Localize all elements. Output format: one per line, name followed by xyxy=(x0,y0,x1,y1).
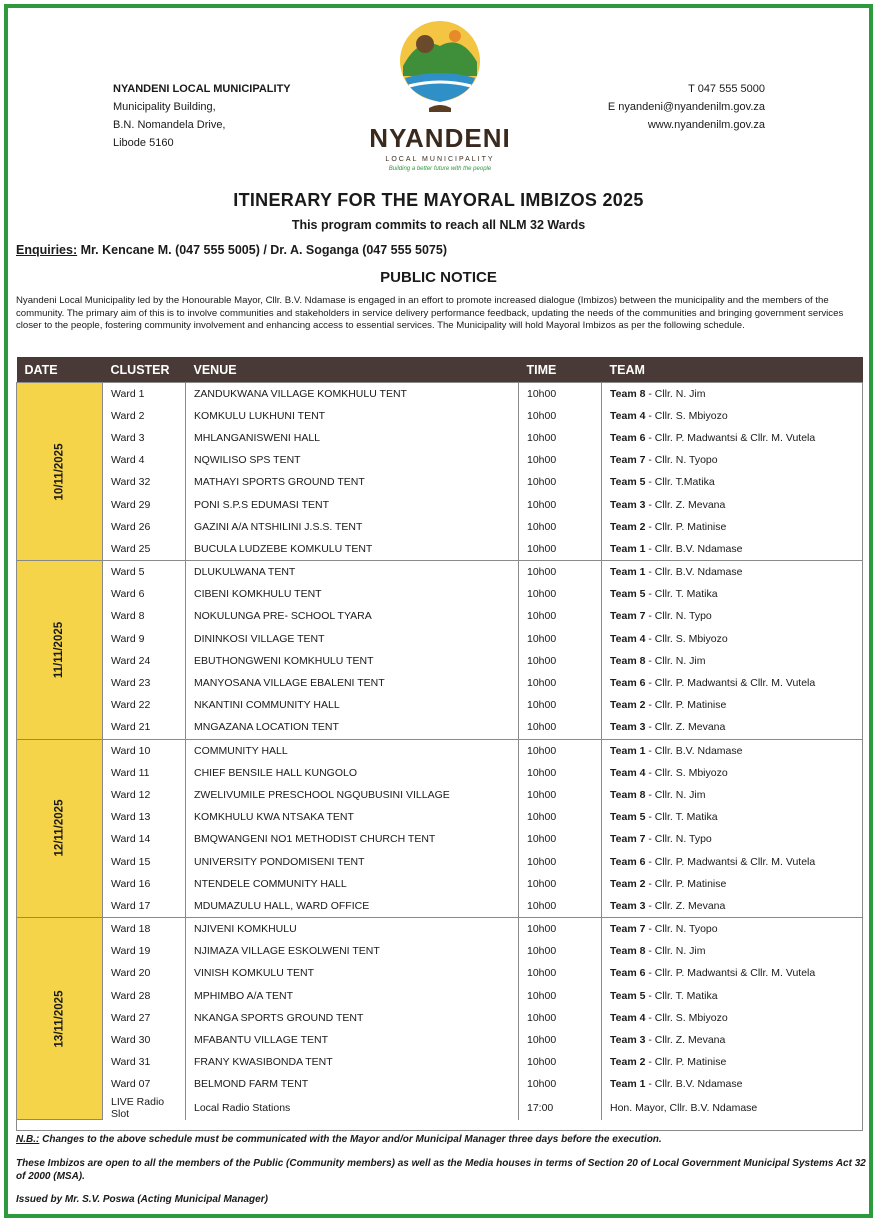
issued-by: Issued by Mr. S.V. Poswa (Acting Municipal Manager) xyxy=(16,1194,268,1205)
venue-cell: MANYOSANA VILLAGE EBALENI TENT xyxy=(186,672,519,694)
team-number: Team 6 xyxy=(610,967,646,980)
time-cell: 10h00 xyxy=(519,895,602,918)
cluster-cell: Ward 18 xyxy=(103,918,186,941)
team-number: Team 2 xyxy=(610,877,646,890)
councillor-name: - Cllr. B.V. Ndamase xyxy=(645,566,743,579)
time-cell: 10h00 xyxy=(519,427,602,449)
cluster-cell: Ward 21 xyxy=(111,721,151,734)
team-cell xyxy=(602,784,864,806)
cluster-cell: Ward 26 xyxy=(111,520,151,533)
col-time: TIME xyxy=(519,357,602,383)
venue-cell: NKANTINI COMMUNITY HALL xyxy=(186,694,519,716)
team-cell xyxy=(602,850,864,872)
date-cell xyxy=(17,383,103,561)
municipality-logo xyxy=(355,16,525,188)
team-cell xyxy=(602,672,864,694)
team-number: Team 5 xyxy=(610,811,646,824)
col-date: DATE xyxy=(17,357,103,383)
cluster-cell: Ward 31 xyxy=(111,1056,151,1069)
table-row xyxy=(17,1051,864,1073)
team-cell xyxy=(602,828,864,850)
table-row xyxy=(17,694,864,716)
cluster-cell: Ward 9 xyxy=(111,632,145,645)
councillor-name: - Cllr. N. Typo xyxy=(645,610,712,623)
venue-cell: BUCULA LUDZEBE KOMKULU TENT xyxy=(186,538,519,561)
phone: T 047 555 5000 xyxy=(688,83,765,95)
venue-cell: NQWILISO SPS TENT xyxy=(186,449,519,471)
table-row xyxy=(17,850,864,872)
logo-name: NYANDENI xyxy=(369,123,511,153)
team-number: Team 5 xyxy=(610,989,646,1002)
team-cell xyxy=(602,561,864,584)
table-row xyxy=(17,561,864,584)
team-number: Team 3 xyxy=(610,498,646,511)
councillor-name: - Cllr. P. Madwantsi & Cllr. M. Vutela xyxy=(645,677,816,690)
councillor-name: - Cllr. T. Matika xyxy=(645,989,718,1002)
councillor-name: - Cllr. S. Mbiyozo xyxy=(645,632,728,645)
team-number: Team 4 xyxy=(610,1011,646,1024)
councillor-name: - Cllr. S. Mbiyozo xyxy=(645,1011,728,1024)
time-cell: 10h00 xyxy=(519,739,602,762)
team-number: Team 7 xyxy=(610,833,646,846)
team-number: Team 4 xyxy=(610,409,646,422)
time-cell: 10h00 xyxy=(519,405,602,427)
time-cell: 10h00 xyxy=(519,583,602,605)
venue-cell: EBUTHONGWENI KOMKHULU TENT xyxy=(186,650,519,672)
venue-cell: NOKULUNGA PRE- SCHOOL TYARA xyxy=(186,605,519,627)
councillor-name: - Cllr. B.V. Ndamase xyxy=(645,744,743,757)
venue-cell: ZANDUKWANA VILLAGE KOMKHULU TENT xyxy=(186,383,519,405)
venue-cell: Local Radio Stations xyxy=(186,1096,519,1120)
venue-cell: MPHIMBO A/A TENT xyxy=(186,985,519,1007)
table-row xyxy=(17,716,864,739)
time-cell: 10h00 xyxy=(519,561,602,584)
time-cell: 10h00 xyxy=(519,828,602,850)
team-number: Team 1 xyxy=(610,566,646,579)
cluster-cell: Ward 20 xyxy=(111,967,151,980)
time-cell: 10h00 xyxy=(519,516,602,538)
cluster-cell: Ward 23 xyxy=(111,677,151,690)
team-number: Team 4 xyxy=(610,632,646,645)
team-cell xyxy=(602,583,864,605)
cluster-cell: Ward 15 xyxy=(111,855,151,868)
table-row xyxy=(17,1096,864,1120)
table-row xyxy=(17,449,864,471)
time-cell: 10h00 xyxy=(519,985,602,1007)
cluster-cell: Ward 13 xyxy=(111,811,151,824)
councillor-name: Hon. Mayor, Cllr. B.V. Ndamase xyxy=(610,1101,758,1114)
time-cell: 10h00 xyxy=(519,538,602,561)
councillor-name: - Cllr. N. Typo xyxy=(645,833,712,846)
website: www.nyandenilm.gov.za xyxy=(647,119,765,131)
public-note: These Imbizos are open to all the members of the Public (Community members) as well as the Media houses in terms of Section 20 of Local Government Municipal Systems Act 32 of 2000 (MSA). xyxy=(16,1158,866,1182)
col-venue: VENUE xyxy=(186,357,519,383)
team-number: Team 8 xyxy=(610,654,646,667)
cluster-cell: Ward 12 xyxy=(111,788,151,801)
team-cell xyxy=(602,471,864,493)
address-line: B.N. Nomandela Drive, xyxy=(113,119,226,131)
nb-text: Changes to the above schedule must be communicated with the Mayor and/or Municipal Manager three days before the execution. xyxy=(39,1134,662,1145)
cluster-cell: Ward 4 xyxy=(111,454,145,467)
team-cell xyxy=(602,716,864,739)
team-number: Team 1 xyxy=(610,542,646,555)
time-cell: 10h00 xyxy=(519,449,602,471)
page-title: ITINERARY FOR THE MAYORAL IMBIZOS 2025 xyxy=(233,190,644,210)
col-cluster: CLUSTER xyxy=(103,357,186,383)
cluster-cell: Ward 11 xyxy=(111,766,150,779)
date-label: 11/11/2025 xyxy=(53,621,66,678)
cluster-cell: Ward 24 xyxy=(111,654,151,667)
councillor-name: - Cllr. P. Matinise xyxy=(645,699,727,712)
venue-cell: MDUMAZULU HALL, WARD OFFICE xyxy=(186,895,519,918)
venue-cell: GAZINI A/A NTSHILINI J.S.S. TENT xyxy=(186,516,519,538)
team-cell xyxy=(602,1007,864,1029)
team-cell xyxy=(602,739,864,762)
date-label: 13/11/2025 xyxy=(53,990,66,1047)
team-cell xyxy=(602,985,864,1007)
time-cell: 10h00 xyxy=(519,784,602,806)
table-row xyxy=(17,806,864,828)
time-cell: 10h00 xyxy=(519,694,602,716)
team-cell xyxy=(602,1096,864,1120)
councillor-name: - Cllr. Z. Mevana xyxy=(645,498,726,511)
time-cell: 10h00 xyxy=(519,716,602,739)
team-number: Team 2 xyxy=(610,699,646,712)
councillor-name: - Cllr. S. Mbiyozo xyxy=(645,766,728,779)
venue-cell: FRANY KWASIBONDA TENT xyxy=(186,1051,519,1073)
time-cell: 10h00 xyxy=(519,762,602,784)
team-number: Team 7 xyxy=(610,454,646,467)
table-row xyxy=(17,650,864,672)
team-number: Team 3 xyxy=(610,1034,646,1047)
date-label: 10/11/2025 xyxy=(53,443,66,500)
venue-cell: KOMKULU LUKHUNI TENT xyxy=(186,405,519,427)
venue-cell: KOMKHULU KWA NTSAKA TENT xyxy=(186,806,519,828)
team-cell xyxy=(602,516,864,538)
time-cell: 10h00 xyxy=(519,605,602,627)
team-number: Team 6 xyxy=(610,431,646,444)
cluster-cell: Ward 19 xyxy=(111,945,151,958)
councillor-name: - Cllr. N. Jim xyxy=(645,654,706,667)
table-row xyxy=(17,784,864,806)
table-row xyxy=(17,471,864,493)
team-cell xyxy=(602,1029,864,1051)
venue-cell: DLUKULWANA TENT xyxy=(186,561,519,584)
team-number: Team 5 xyxy=(610,476,646,489)
team-cell xyxy=(602,605,864,627)
team-cell xyxy=(602,873,864,895)
date-cell xyxy=(17,739,103,918)
time-cell: 10h00 xyxy=(519,918,602,941)
cluster-cell: Ward 29 xyxy=(111,498,151,511)
table-row xyxy=(17,962,864,984)
councillor-name: - Cllr. T. Matika xyxy=(645,588,718,601)
cluster-cell: Ward 27 xyxy=(111,1011,151,1024)
cluster-cell: Ward 30 xyxy=(111,1034,151,1047)
team-cell xyxy=(602,806,864,828)
time-cell: 10h00 xyxy=(519,1007,602,1029)
team-cell xyxy=(602,762,864,784)
team-cell xyxy=(602,694,864,716)
venue-cell: MHLANGANISWENI HALL xyxy=(186,427,519,449)
table-row xyxy=(17,605,864,627)
councillor-name: - Cllr. P. Madwantsi & Cllr. M. Vutela xyxy=(645,431,816,444)
team-cell xyxy=(602,405,864,427)
logo-tagline: Building a better future with the people xyxy=(388,166,492,172)
table-row xyxy=(17,427,864,449)
logo-emblem-icon xyxy=(399,16,481,116)
table-row xyxy=(17,583,864,605)
venue-cell: MATHAYI SPORTS GROUND TENT xyxy=(186,471,519,493)
table-row xyxy=(17,516,864,538)
table-row xyxy=(17,538,864,561)
table-row xyxy=(17,493,864,515)
time-cell: 17:00 xyxy=(519,1096,602,1120)
table-row xyxy=(17,739,864,762)
cluster-cell: LIVE Radio Slot xyxy=(111,1095,165,1120)
table-row xyxy=(17,383,864,405)
venue-cell: UNIVERSITY PONDOMISENI TENT xyxy=(186,850,519,872)
cluster-cell: Ward 5 xyxy=(103,561,186,584)
team-number: Team 6 xyxy=(610,855,646,868)
address-line: Municipality Building, xyxy=(113,101,216,113)
schedule-body xyxy=(17,383,864,1120)
table-row xyxy=(17,628,864,650)
nb-note xyxy=(16,1133,866,1146)
time-cell: 10h00 xyxy=(519,940,602,962)
councillor-name: - Cllr. P. Madwantsi & Cllr. M. Vutela xyxy=(645,855,816,868)
councillor-name: - Cllr. S. Mbiyozo xyxy=(645,409,728,422)
venue-cell: NJIMAZA VILLAGE ESKOLWENI TENT xyxy=(186,940,519,962)
cluster-cell: Ward 3 xyxy=(111,431,145,444)
team-cell xyxy=(602,1073,864,1095)
org-name: NYANDENI LOCAL MUNICIPALITY xyxy=(113,83,291,95)
enquiries xyxy=(16,243,447,257)
time-cell: 10h00 xyxy=(519,806,602,828)
cluster-cell: Ward 6 xyxy=(111,588,145,601)
councillor-name: - Cllr. B.V. Ndamase xyxy=(645,542,743,555)
time-cell: 10h00 xyxy=(519,650,602,672)
cluster-cell: Ward 1 xyxy=(111,387,145,400)
date-cell xyxy=(17,918,103,1120)
table-row xyxy=(17,1007,864,1029)
team-number: Team 1 xyxy=(610,1078,646,1091)
venue-cell: NTENDELE COMMUNITY HALL xyxy=(186,873,519,895)
venue-cell: MFABANTU VILLAGE TENT xyxy=(186,1029,519,1051)
team-number: Team 6 xyxy=(610,677,646,690)
time-cell: 10h00 xyxy=(519,962,602,984)
table-row xyxy=(17,918,864,941)
venue-cell: VINISH KOMKULU TENT xyxy=(186,962,519,984)
time-cell: 10h00 xyxy=(519,493,602,515)
cluster-cell: Ward 10 xyxy=(103,739,186,762)
time-cell: 10h00 xyxy=(519,1073,602,1095)
councillor-name: - Cllr. N. Tyopo xyxy=(645,454,718,467)
councillor-name: - Cllr. B.V. Ndamase xyxy=(645,1078,743,1091)
team-cell xyxy=(602,650,864,672)
nb-label: N.B.: xyxy=(16,1134,40,1145)
team-cell xyxy=(602,493,864,515)
venue-cell: NKANGA SPORTS GROUND TENT xyxy=(186,1007,519,1029)
public-notice-heading: PUBLIC NOTICE xyxy=(380,269,497,286)
cluster-cell: Ward 22 xyxy=(111,699,151,712)
cluster-cell: Ward 17 xyxy=(111,899,151,912)
time-cell: 10h00 xyxy=(519,672,602,694)
cluster-cell: Ward 28 xyxy=(111,989,151,1002)
contact-info xyxy=(608,80,765,134)
time-cell: 10h00 xyxy=(519,383,602,405)
team-cell xyxy=(602,940,864,962)
councillor-name: - Cllr. N. Tyopo xyxy=(645,923,718,936)
time-cell: 10h00 xyxy=(519,471,602,493)
venue-cell: CIBENI KOMKHULU TENT xyxy=(186,583,519,605)
councillor-name: - Cllr. Z. Mevana xyxy=(645,1034,726,1047)
team-cell xyxy=(602,427,864,449)
table-row xyxy=(17,672,864,694)
table-row xyxy=(17,1029,864,1051)
councillor-name: - Cllr. P. Matinise xyxy=(645,1056,727,1069)
time-cell: 10h00 xyxy=(519,850,602,872)
team-cell xyxy=(602,962,864,984)
table-row xyxy=(17,985,864,1007)
cluster-cell: Ward 32 xyxy=(111,476,151,489)
table-row xyxy=(17,873,864,895)
time-cell: 10h00 xyxy=(519,628,602,650)
councillor-name: - Cllr. T.Matika xyxy=(645,476,715,489)
team-number: Team 3 xyxy=(610,899,646,912)
venue-cell: CHIEF BENSILE HALL KUNGOLO xyxy=(186,762,519,784)
team-cell xyxy=(602,449,864,471)
team-cell xyxy=(602,918,864,941)
team-cell xyxy=(602,628,864,650)
table-row xyxy=(17,895,864,918)
councillor-name: - Cllr. T. Matika xyxy=(645,811,718,824)
table-row xyxy=(17,940,864,962)
venue-cell: PONI S.P.S EDUMASI TENT xyxy=(186,493,519,515)
table-row xyxy=(17,1073,864,1095)
team-cell xyxy=(602,538,864,561)
councillor-name: - Cllr. Z. Mevana xyxy=(645,899,726,912)
table-row xyxy=(17,762,864,784)
venue-cell: DININKOSI VILLAGE TENT xyxy=(186,628,519,650)
councillor-name: - Cllr. Z. Mevana xyxy=(645,721,726,734)
cluster-cell: Ward 25 xyxy=(111,542,151,555)
logo-sub: LOCAL MUNICIPALITY xyxy=(385,156,495,163)
date-label: 12/11/2025 xyxy=(53,799,66,857)
team-number: Team 8 xyxy=(610,788,646,801)
venue-cell: BELMOND FARM TENT xyxy=(186,1073,519,1095)
team-number: Team 4 xyxy=(610,766,646,779)
time-cell: 10h00 xyxy=(519,873,602,895)
team-number: Team 2 xyxy=(610,1056,646,1069)
enquiries-text: Mr. Kencane M. (047 555 5005) / Dr. A. Soganga (047 555 5075) xyxy=(77,243,447,257)
team-number: Team 7 xyxy=(610,610,646,623)
team-number: Team 7 xyxy=(610,923,646,936)
councillor-name: - Cllr. N. Jim xyxy=(645,788,706,801)
venue-cell: COMMUNITY HALL xyxy=(186,739,519,762)
enquiries-label: Enquiries: xyxy=(16,243,78,257)
team-cell xyxy=(602,1051,864,1073)
councillor-name: - Cllr. N. Jim xyxy=(645,945,706,958)
venue-cell: ZWELIVUMILE PRESCHOOL NGQUBUSINI VILLAGE xyxy=(186,784,519,806)
team-number: Team 3 xyxy=(610,721,646,734)
address-line: Libode 5160 xyxy=(113,137,174,149)
team-number: Team 2 xyxy=(610,520,646,533)
col-team: TEAM xyxy=(602,357,864,383)
cluster-cell: Ward 2 xyxy=(111,409,145,422)
email: E nyandeni@nyandenilm.gov.za xyxy=(607,101,765,113)
date-cell xyxy=(17,561,103,740)
schedule-table xyxy=(16,357,863,1120)
time-cell: 10h00 xyxy=(519,1051,602,1073)
table-header-row xyxy=(17,357,864,383)
page-subtitle: This program commits to reach all NLM 32 Wards xyxy=(291,218,586,232)
table-row xyxy=(17,405,864,427)
team-cell xyxy=(602,383,864,405)
cluster-cell: Ward 14 xyxy=(111,833,151,846)
councillor-name: - Cllr. N. Jim xyxy=(645,387,706,400)
cluster-cell: Ward 07 xyxy=(111,1078,151,1091)
team-number: Team 8 xyxy=(610,387,646,400)
team-number: Team 1 xyxy=(610,744,646,757)
councillor-name: - Cllr. P. Matinise xyxy=(645,877,727,890)
cluster-cell: Ward 8 xyxy=(111,610,145,623)
time-cell: 10h00 xyxy=(519,1029,602,1051)
table-row xyxy=(17,828,864,850)
venue-cell: BMQWANGENI NO1 METHODIST CHURCH TENT xyxy=(186,828,519,850)
municipality-address xyxy=(113,80,291,152)
councillor-name: - Cllr. P. Madwantsi & Cllr. M. Vutela xyxy=(645,967,816,980)
team-number: Team 5 xyxy=(610,588,646,601)
intro-paragraph: Nyandeni Local Municipality led by the Honourable Mayor, Cllr. B.V. Ndamase is engaged in an effort to promote increased dialogue (Imbizos) between the municipality and the members of the community. The primary aim of this is to involve communities and stakeholders in service delivery performance feedback, updating the needs of the communities and bringing government services closer to the people, fostering community involvement and enhancing access to essential services. The Municipality will hold Mayoral Imbizos as per the following schedule. xyxy=(16,295,844,331)
team-cell xyxy=(602,895,864,918)
venue-cell: MNGAZANA LOCATION TENT xyxy=(186,716,519,739)
team-number: Team 8 xyxy=(610,945,646,958)
cluster-cell: Ward 16 xyxy=(111,877,151,890)
venue-cell: NJIVENI KOMKHULU xyxy=(186,918,519,941)
councillor-name: - Cllr. P. Matinise xyxy=(645,520,727,533)
